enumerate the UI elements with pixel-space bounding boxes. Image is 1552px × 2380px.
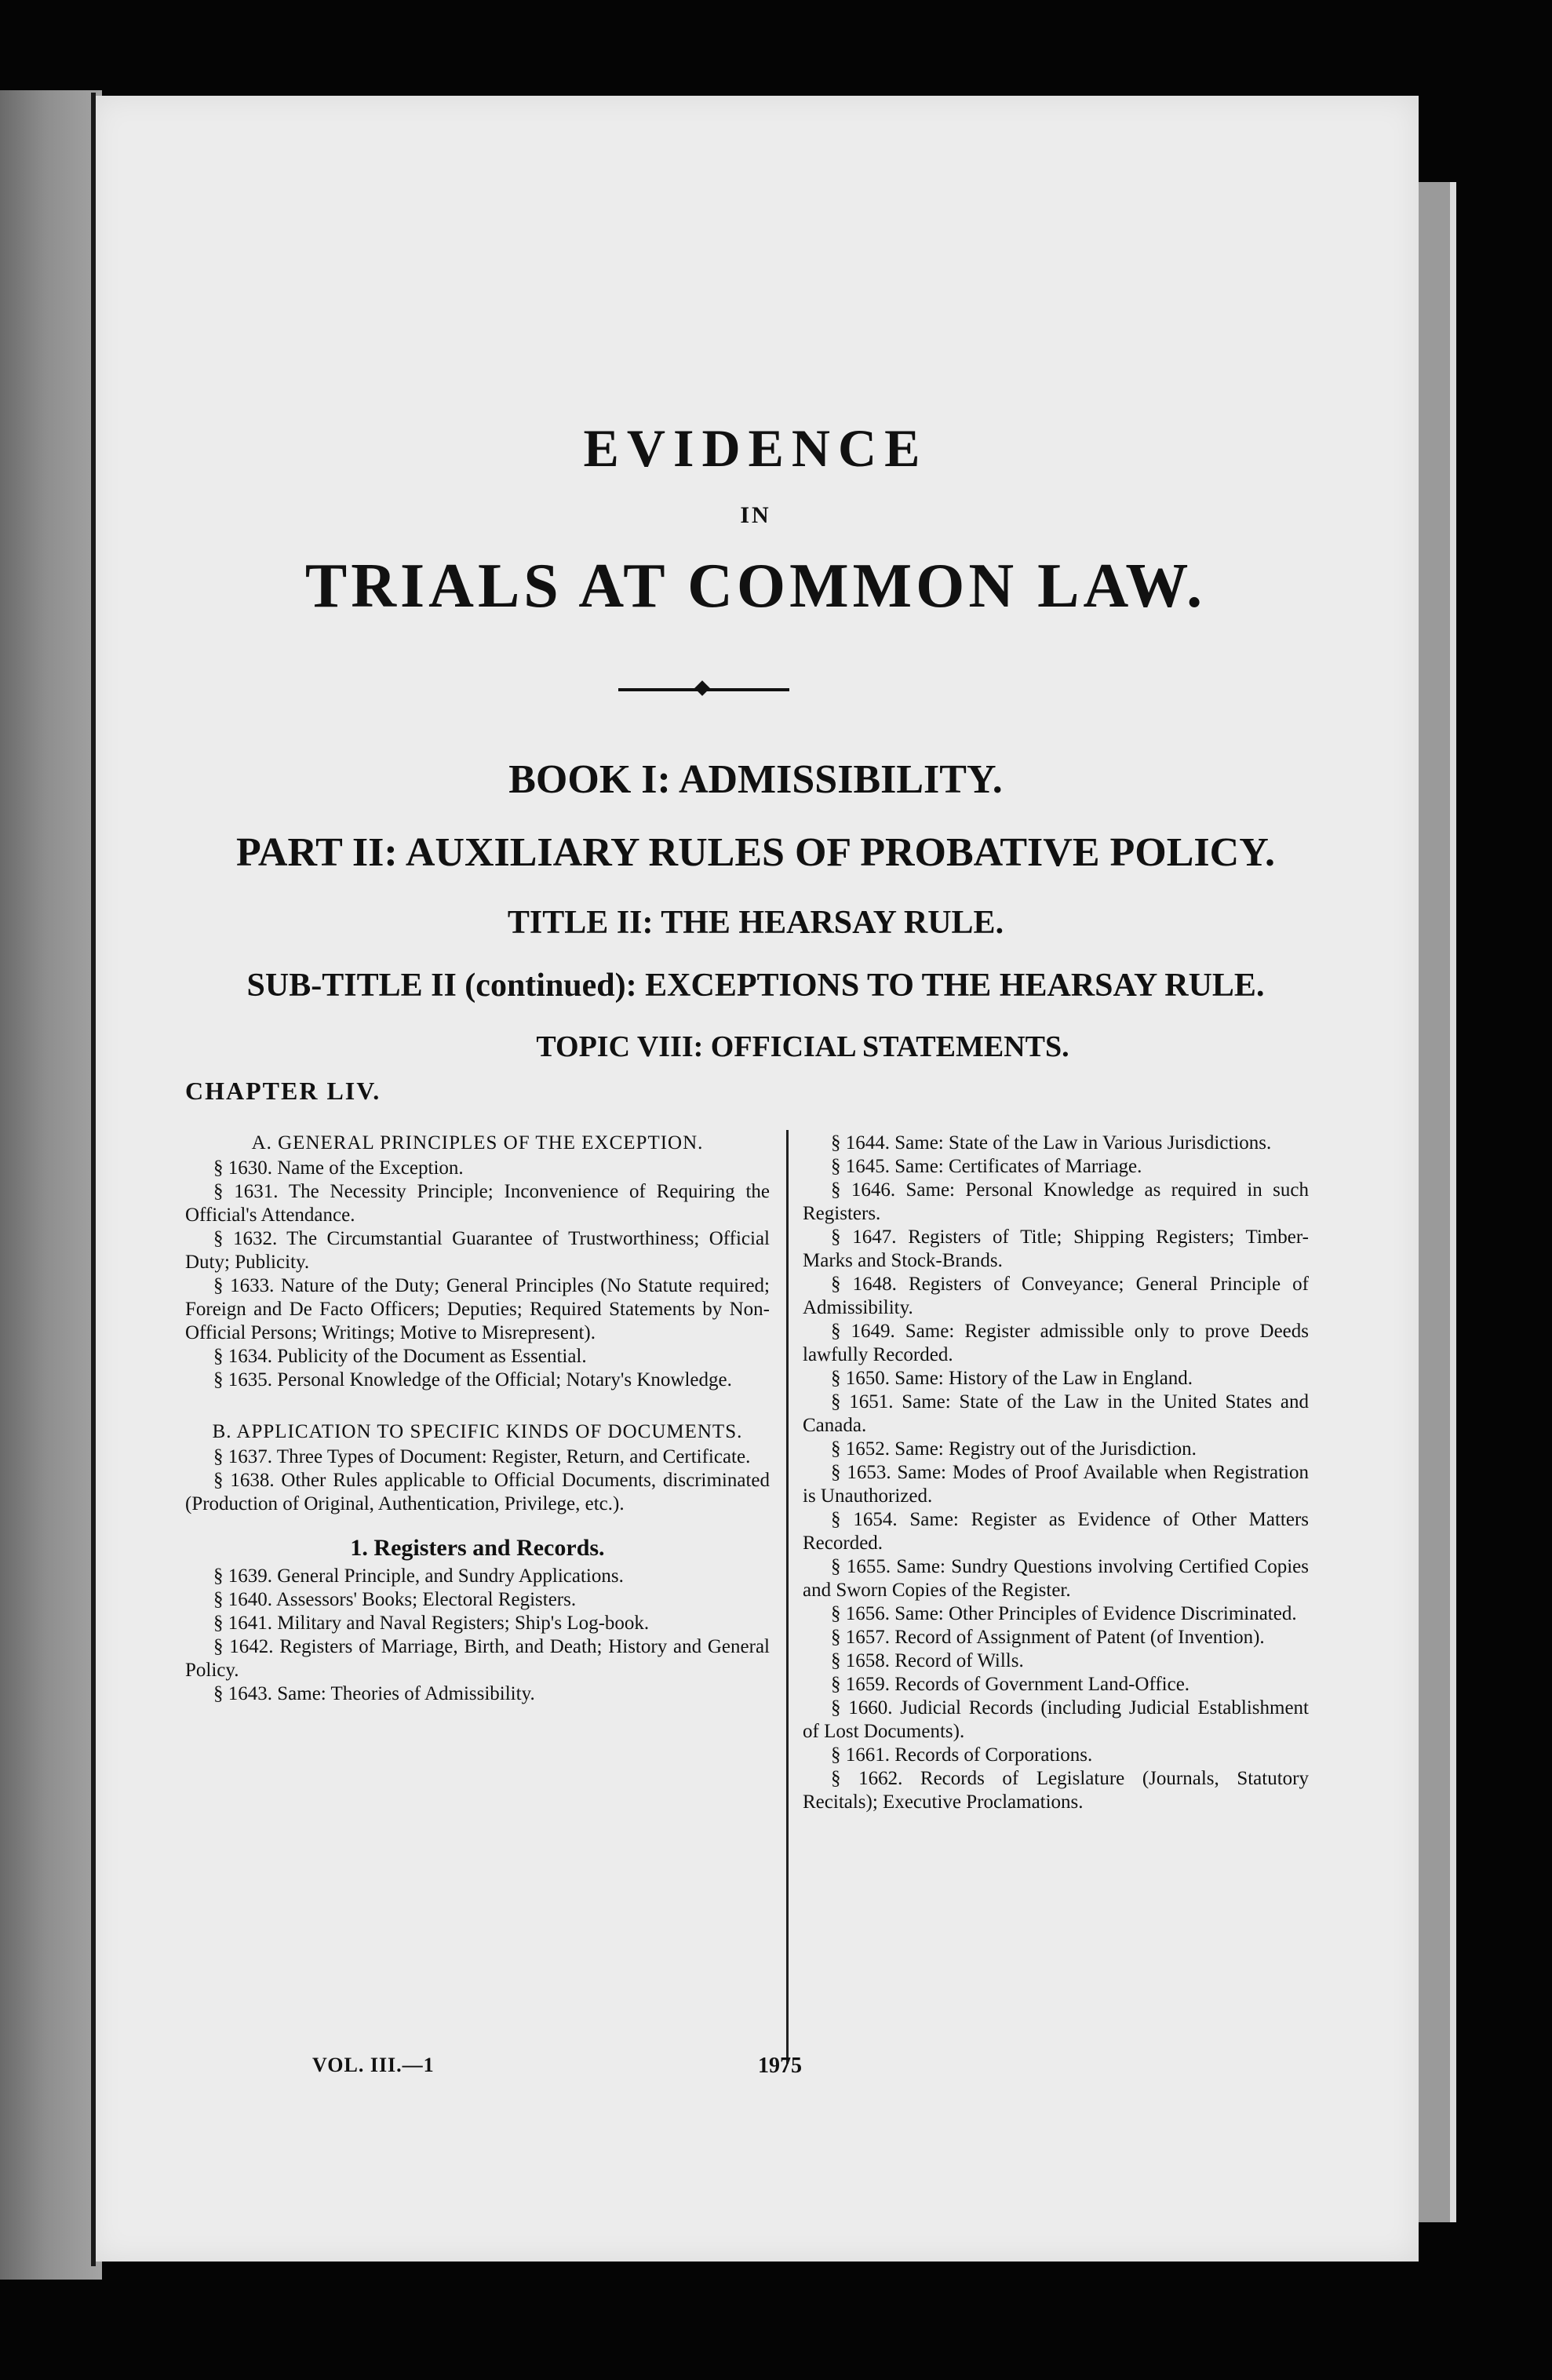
contents-entry: § 1662. Records of Legislature (Journals, Statutory Recitals); Executive Proclamations. <box>803 1768 1309 1813</box>
contents-entry: § 1640. Assessors' Books; Electoral Registers. <box>213 1589 577 1610</box>
page-number: 1975 <box>758 2054 802 2078</box>
heading-in: IN <box>740 502 771 528</box>
page-fold-shadow <box>91 93 96 2266</box>
section-heading-a: A. GENERAL PRINCIPLES OF THE EXCEPTION. <box>251 1132 704 1154</box>
heading-title: TITLE II: THE HEARSAY RULE. <box>507 905 1004 941</box>
heading-subtitle: SUB-TITLE II (continued): EXCEPTIONS TO THE HEARSAY RULE. <box>246 968 1265 1004</box>
contents-right-column <box>803 1132 1309 1814</box>
volume-signature: VOL. III.—1 <box>312 2054 435 2076</box>
book-page <box>93 96 1419 2262</box>
contents-entry: § 1639. General Principle, and Sundry Applications. <box>213 1565 624 1587</box>
contents-entry: § 1660. Judicial Records (including Judicial Establishment of Lost Documents). <box>803 1697 1309 1742</box>
contents-entry: § 1656. Same: Other Principles of Evidence Discriminated. <box>831 1603 1297 1624</box>
scan-margin-right <box>1419 182 1450 2222</box>
contents-entry: § 1658. Record of Wills. <box>831 1650 1024 1671</box>
chapter-label: CHAPTER LIV. <box>185 1077 381 1105</box>
contents-entry: § 1634. Publicity of the Document as Essential. <box>213 1346 587 1367</box>
section-a-list <box>185 1157 770 1392</box>
contents-entry: § 1657. Record of Assignment of Patent (of Invention). <box>831 1627 1265 1648</box>
contents-entry: § 1644. Same: State of the Law in Various Jurisdictions. <box>831 1132 1272 1154</box>
contents-entry: § 1631. The Necessity Principle; Inconvenience of Requiring the Official's Attendance. <box>185 1181 770 1226</box>
contents-entry: § 1647. Registers of Title; Shipping Registers; Timber-Marks and Stock-Brands. <box>803 1226 1309 1271</box>
contents-entry: § 1659. Records of Government Land-Office. <box>831 1674 1190 1695</box>
contents-entry: § 1633. Nature of the Duty; General Principles (No Statute required; Foreign and De Facto Officers; Deputies; Required Statements by Non-Official Persons; Writings; Motive to Misrepresent). <box>185 1275 770 1343</box>
contents-entry: § 1652. Same: Registry out of the Jurisdiction. <box>831 1438 1197 1460</box>
ornamental-rule-dot <box>694 680 710 696</box>
subsection-heading-registers: 1. Registers and Records. <box>350 1535 605 1561</box>
page-edge-right <box>1450 182 1456 2222</box>
contents-left-column <box>185 1132 770 1706</box>
section-heading-b: B. APPLICATION TO SPECIFIC KINDS OF DOCUMENTS. <box>212 1421 743 1442</box>
contents-entry: § 1632. The Circumstantial Guarantee of Trustworthiness; Official Duty; Publicity. <box>185 1228 770 1273</box>
contents-entry: § 1630. Name of the Exception. <box>213 1157 464 1179</box>
contents-entry: § 1643. Same: Theories of Admissibility. <box>213 1683 535 1704</box>
contents-entry: § 1638. Other Rules applicable to Official Documents, discriminated (Production of Original, Authentication, Privilege, etc.). <box>185 1470 770 1514</box>
heading-evidence: EVIDENCE <box>583 418 928 478</box>
contents-entry: § 1648. Registers of Conveyance; General Principle of Admissibility. <box>803 1274 1309 1318</box>
contents-entry: § 1635. Personal Knowledge of the Official; Notary's Knowledge. <box>213 1369 732 1390</box>
contents-entry: § 1641. Military and Naval Registers; Ship's Log-book. <box>213 1613 650 1634</box>
contents-entry: § 1646. Same: Personal Knowledge as required in such Registers. <box>803 1179 1309 1224</box>
registers-list <box>185 1565 770 1706</box>
contents-entry: § 1650. Same: History of the Law in England. <box>831 1368 1193 1389</box>
scan-margin-left <box>0 90 102 2280</box>
contents-entry: § 1645. Same: Certificates of Marriage. <box>831 1156 1142 1177</box>
contents-entry: § 1651. Same: State of the Law in the United States and Canada. <box>803 1391 1309 1436</box>
contents-entry: § 1649. Same: Register admissible only to prove Deeds lawfully Recorded. <box>803 1321 1309 1365</box>
heading-main-title: TRIALS AT COMMON LAW. <box>304 552 1207 621</box>
section-b-list <box>185 1445 770 1516</box>
contents-entry: § 1655. Same: Sundry Questions involving Certified Copies and Sworn Copies of the Register. <box>803 1556 1309 1601</box>
contents-entry: § 1654. Same: Register as Evidence of Other Matters Recorded. <box>803 1509 1309 1554</box>
heading-book: BOOK I: ADMISSIBILITY. <box>508 757 1003 802</box>
contents-entry: § 1637. Three Types of Document: Register, Return, and Certificate. <box>213 1446 751 1467</box>
contents-entry: § 1653. Same: Modes of Proof Available when Registration is Unauthorized. <box>803 1462 1309 1507</box>
right-column-list <box>803 1132 1309 1814</box>
heading-topic: TOPIC VIII: OFFICIAL STATEMENTS. <box>536 1030 1069 1063</box>
contents-entry: § 1661. Records of Corporations. <box>831 1744 1093 1766</box>
heading-part: PART II: AUXILIARY RULES OF PROBATIVE POLICY. <box>236 830 1275 875</box>
contents-entry: § 1642. Registers of Marriage, Birth, and Death; History and General Policy. <box>185 1636 770 1681</box>
column-divider <box>786 1130 789 2064</box>
